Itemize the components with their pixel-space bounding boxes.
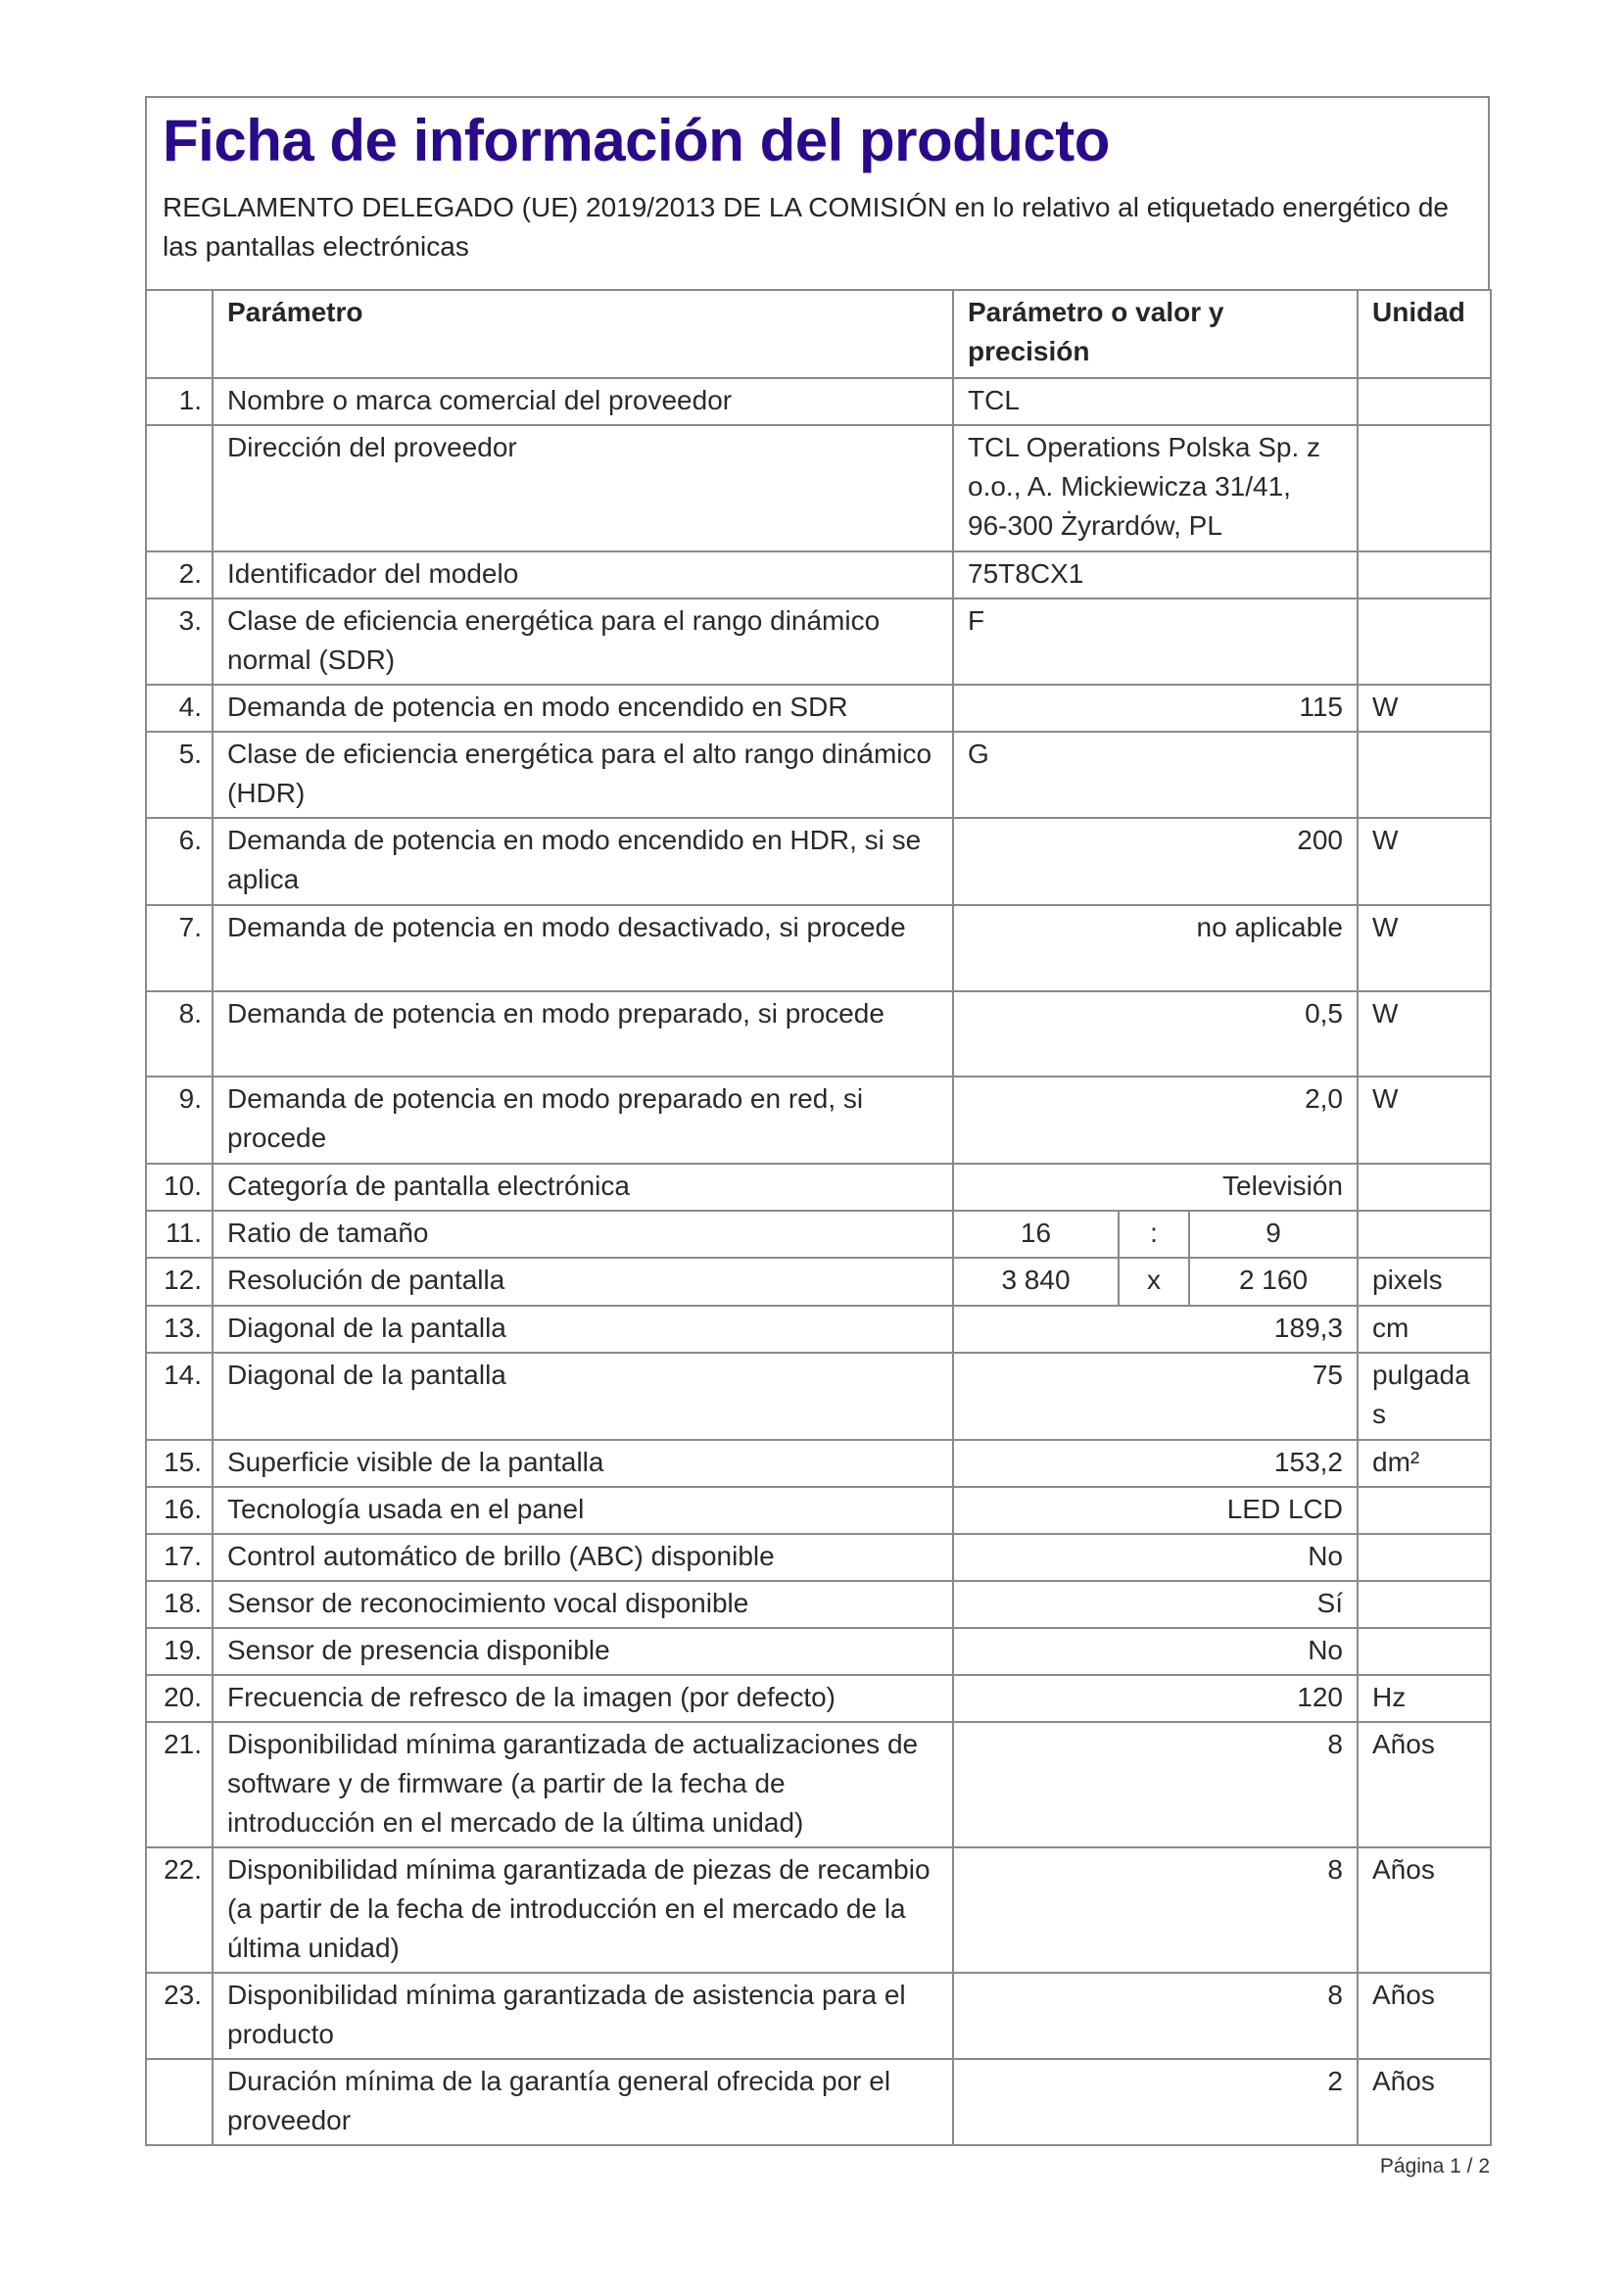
table-row <box>146 1847 1491 1973</box>
row-unit <box>1358 732 1491 818</box>
row-number: 19. <box>146 1628 213 1675</box>
table-row <box>146 1258 1491 1306</box>
row-unit: Hz <box>1358 1675 1491 1722</box>
row-value: 120 <box>953 1675 1358 1722</box>
row-number: 14. <box>146 1353 213 1440</box>
table-row <box>146 551 1491 598</box>
row-parameter: Duración mínima de la garantía general ofrecida por el proveedor <box>213 2059 953 2145</box>
table-row <box>146 1306 1491 1353</box>
header-value: Parámetro o valor y precisión <box>953 290 1358 378</box>
row-unit <box>1358 378 1491 425</box>
table-row <box>146 991 1491 1076</box>
table-row <box>146 732 1491 818</box>
row-unit <box>1358 598 1491 685</box>
row-unit <box>1358 1628 1491 1675</box>
row-parameter: Diagonal de la pantalla <box>213 1353 953 1440</box>
row-unit: Años <box>1358 1973 1491 2059</box>
row-value: 115 <box>953 685 1358 732</box>
row-value: 153,2 <box>953 1440 1358 1487</box>
row-parameter: Demanda de potencia en modo encendido en SDR <box>213 685 953 732</box>
table-row <box>146 1353 1491 1440</box>
page-number: Página 1 / 2 <box>1379 2155 1490 2177</box>
row-value: 2,0 <box>953 1076 1358 1164</box>
row-number: 20. <box>146 1675 213 1722</box>
row-value: G <box>953 732 1358 818</box>
row-parameter: Frecuencia de refresco de la imagen (por defecto) <box>213 1675 953 1722</box>
table-row <box>146 905 1491 991</box>
row-value: No <box>953 1628 1358 1675</box>
table-row <box>146 685 1491 732</box>
row-number: 7. <box>146 905 213 991</box>
row-value: LED LCD <box>953 1487 1358 1534</box>
table-row <box>146 1487 1491 1534</box>
row-parameter: Identificador del modelo <box>213 551 953 598</box>
row-parameter: Ratio de tamaño <box>213 1211 953 1258</box>
table-row <box>146 1581 1491 1628</box>
row-parameter: Dirección del proveedor <box>213 425 953 551</box>
row-number: 10. <box>146 1164 213 1211</box>
row-unit: Años <box>1358 2059 1491 2145</box>
row-number: 21. <box>146 1722 213 1847</box>
row-value-b: 2 160 <box>1189 1258 1358 1306</box>
row-unit <box>1358 1534 1491 1581</box>
row-parameter: Disponibilidad mínima garantizada de asistencia para el producto <box>213 1973 953 2059</box>
row-value: 75T8CX1 <box>953 551 1358 598</box>
row-parameter: Disponibilidad mínima garantizada de actualizaciones de software y de firmware (a partir de la fecha de introducción en el mercado de la última unidad) <box>213 1722 953 1847</box>
page-title: Ficha de información del producto <box>163 108 1110 173</box>
row-number: 11. <box>146 1211 213 1258</box>
row-unit: W <box>1358 818 1491 905</box>
row-value: 8 <box>953 1973 1358 2059</box>
row-parameter: Clase de eficiencia energética para el rango dinámico normal (SDR) <box>213 598 953 685</box>
parameters-table <box>145 289 1492 2146</box>
row-number: 13. <box>146 1306 213 1353</box>
row-parameter: Categoría de pantalla electrónica <box>213 1164 953 1211</box>
row-number <box>146 425 213 551</box>
table-row <box>146 818 1491 905</box>
row-unit: W <box>1358 905 1491 991</box>
row-parameter: Demanda de potencia en modo preparado en red, si procede <box>213 1076 953 1164</box>
row-number: 2. <box>146 551 213 598</box>
table-row <box>146 378 1491 425</box>
table-row <box>146 425 1491 551</box>
row-parameter: Nombre o marca comercial del proveedor <box>213 378 953 425</box>
row-unit <box>1358 425 1491 551</box>
row-unit: dm² <box>1358 1440 1491 1487</box>
row-value: 189,3 <box>953 1306 1358 1353</box>
row-unit: cm <box>1358 1306 1491 1353</box>
row-parameter: Disponibilidad mínima garantizada de piezas de recambio (a partir de la fecha de introducción en el mercado de la última unidad) <box>213 1847 953 1973</box>
row-unit: W <box>1358 991 1491 1076</box>
row-value-separator: : <box>1119 1211 1189 1258</box>
row-parameter: Sensor de reconocimiento vocal disponible <box>213 1581 953 1628</box>
row-parameter: Demanda de potencia en modo preparado, si procede <box>213 991 953 1076</box>
row-number: 5. <box>146 732 213 818</box>
row-value: 75 <box>953 1353 1358 1440</box>
regulation-subtitle: REGLAMENTO DELEGADO (UE) 2019/2013 DE LA COMISIÓN en lo relativo al etiquetado energético de las pantallas electrónicas <box>163 192 1449 262</box>
row-value: 8 <box>953 1722 1358 1847</box>
row-value: 8 <box>953 1847 1358 1973</box>
row-unit: W <box>1358 685 1491 732</box>
product-information-sheet <box>145 96 1490 2146</box>
row-number: 8. <box>146 991 213 1076</box>
row-value: TCL <box>953 378 1358 425</box>
table-row <box>146 1628 1491 1675</box>
row-parameter: Superficie visible de la pantalla <box>213 1440 953 1487</box>
row-value: no aplicable <box>953 905 1358 991</box>
header-unit: Unidad <box>1358 290 1491 378</box>
row-unit <box>1358 1487 1491 1534</box>
row-parameter: Clase de eficiencia energética para el alto rango dinámico (HDR) <box>213 732 953 818</box>
row-number: 4. <box>146 685 213 732</box>
row-number: 17. <box>146 1534 213 1581</box>
table-row <box>146 2059 1491 2145</box>
row-value-a: 16 <box>953 1211 1119 1258</box>
header-parameter: Parámetro <box>213 290 953 378</box>
row-value: Sí <box>953 1581 1358 1628</box>
table-row <box>146 1076 1491 1164</box>
row-value: F <box>953 598 1358 685</box>
row-number: 15. <box>146 1440 213 1487</box>
row-parameter: Control automático de brillo (ABC) disponible <box>213 1534 953 1581</box>
row-parameter: Sensor de presencia disponible <box>213 1628 953 1675</box>
row-unit: pulgadas <box>1358 1353 1491 1440</box>
row-parameter: Tecnología usada en el panel <box>213 1487 953 1534</box>
row-unit: Años <box>1358 1722 1491 1847</box>
row-number: 3. <box>146 598 213 685</box>
row-number: 9. <box>146 1076 213 1164</box>
row-unit <box>1358 1581 1491 1628</box>
row-number: 12. <box>146 1258 213 1306</box>
row-value: 2 <box>953 2059 1358 2145</box>
table-header-row <box>146 290 1491 378</box>
row-parameter: Demanda de potencia en modo desactivado, si procede <box>213 905 953 991</box>
row-number: 23. <box>146 1973 213 2059</box>
header-number <box>146 290 213 378</box>
table-row <box>146 1211 1491 1258</box>
row-value-a: 3 840 <box>953 1258 1119 1306</box>
table-row <box>146 598 1491 685</box>
row-value: 0,5 <box>953 991 1358 1076</box>
row-value: TCL Operations Polska Sp. z o.o., A. Mickiewicza 31/41, 96-300 Żyrardów, PL <box>953 425 1358 551</box>
row-unit <box>1358 551 1491 598</box>
row-value: 200 <box>953 818 1358 905</box>
row-number: 18. <box>146 1581 213 1628</box>
row-number: 1. <box>146 378 213 425</box>
row-unit <box>1358 1164 1491 1211</box>
row-parameter: Resolución de pantalla <box>213 1258 953 1306</box>
table-row <box>146 1675 1491 1722</box>
table-row <box>146 1534 1491 1581</box>
row-number: 16. <box>146 1487 213 1534</box>
row-number <box>146 2059 213 2145</box>
table-row <box>146 1722 1491 1847</box>
row-parameter: Diagonal de la pantalla <box>213 1306 953 1353</box>
table-row <box>146 1973 1491 2059</box>
row-number: 6. <box>146 818 213 905</box>
row-unit <box>1358 1211 1491 1258</box>
table-row <box>146 1440 1491 1487</box>
row-value-b: 9 <box>1189 1211 1358 1258</box>
row-parameter: Demanda de potencia en modo encendido en HDR, si se aplica <box>213 818 953 905</box>
row-number: 22. <box>146 1847 213 1973</box>
table-row <box>146 1164 1491 1211</box>
row-value-separator: x <box>1119 1258 1189 1306</box>
row-unit: pixels <box>1358 1258 1491 1306</box>
row-value: Televisión <box>953 1164 1358 1211</box>
row-value: No <box>953 1534 1358 1581</box>
row-unit: W <box>1358 1076 1491 1164</box>
row-unit: Años <box>1358 1847 1491 1973</box>
title-block <box>145 96 1490 289</box>
